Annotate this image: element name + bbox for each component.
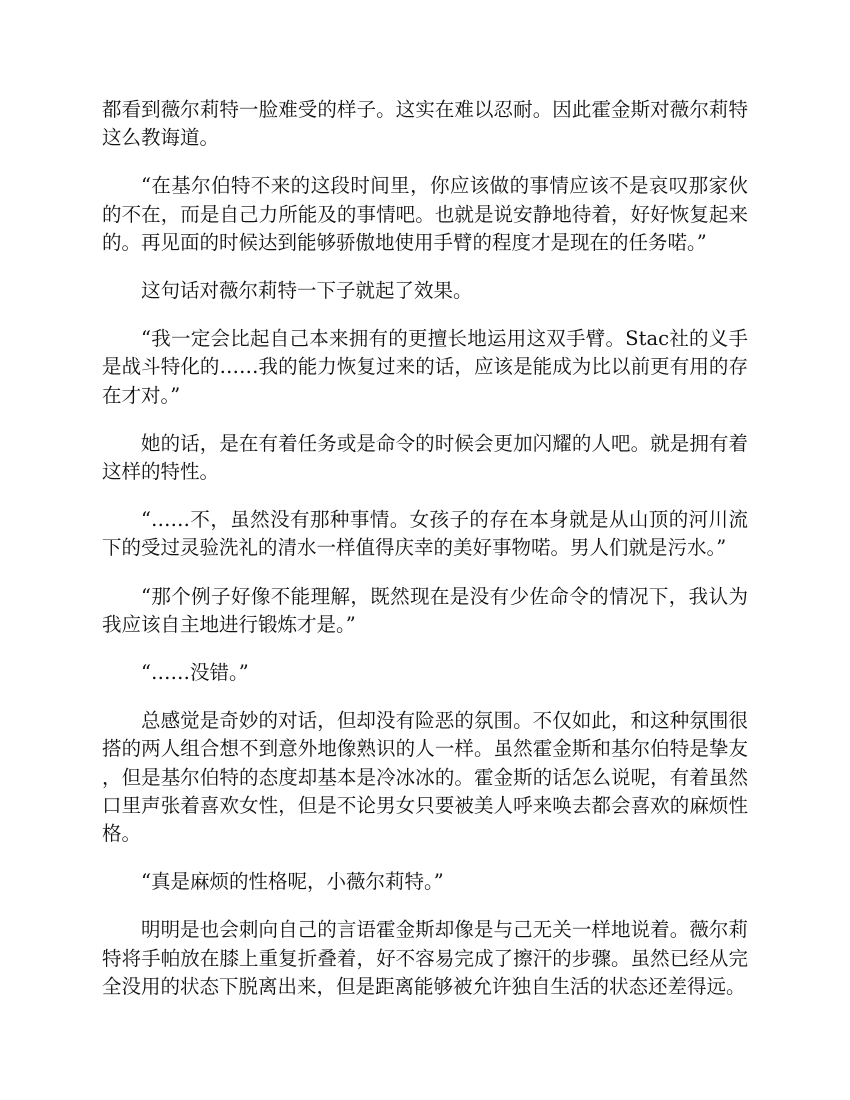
- paragraph-5: 她的话，是在有着任务或是命令的时候会更加闪耀的人吧。就是拥有着这样的特性。: [102, 431, 748, 484]
- paragraph-8: “……没错。”: [141, 661, 249, 685]
- paragraph-2: “在基尔伯特不来的这段时间里，你应该做的事情应该不是哀叹那家伙的不在，而是自己力所能及的事情吧。也就是说安静地待着，好好恢复起来的。再见面的时候达到能够骄傲地使用手臂的程度才是现在的任务喏。”: [102, 174, 748, 254]
- paragraph-7: “那个例子好像不能理解，既然现在是没有少佐命令的情况下，我认为我应该自主地进行锻炼才是。”: [102, 584, 748, 636]
- document-page: [102, 96, 748, 1021]
- paragraph-10: “真是麻烦的性格呢，小薇尔莉特。”: [141, 870, 444, 894]
- paragraph-9: 总感觉是奇妙的对话，但却没有险恶的氛围。不仅如此，和这种氛围很搭的两人组合想不到意外地像熟识的人一样。虽然霍金斯和基尔伯特是挚友，但是基尔伯特的态度却基本是冷冰冰的。霍金斯的话怎么说呢，有着虽然口里声张着喜欢女性，但是不论男女只要被美人呼来唤去都会喜欢的麻烦性格。: [102, 709, 748, 846]
- paragraph-4: “我一定会比起自己本来拥有的更擅长地运用这双手臂。Stac社的义手是战斗特化的……我的能力恢复过来的话，应该是能成为比以前更有用的存在才对。”: [102, 327, 748, 407]
- paragraph-1: 都看到薇尔莉特一脸难受的样子。这实在难以忍耐。因此霍金斯对薇尔莉特这么教诲道。: [102, 98, 748, 150]
- paragraph-6: “……不，虽然没有那种事情。女孩子的存在本身就是从山顶的河川流下的受过灵验洗礼的清水一样值得庆幸的美好事物喏。男人们就是污水。”: [102, 508, 748, 560]
- paragraph-11: 明明是也会刺向自己的言语霍金斯却像是与己无关一样地说着。薇尔莉特将手帕放在膝上重复折叠着，好不容易完成了擦汗的步骤。虽然已经从完全没用的状态下脱离出来，但是距离能够被允许独自生活的状态还差得远。: [102, 918, 748, 998]
- paragraph-3: 这句话对薇尔莉特一下子就起了效果。: [141, 279, 473, 303]
